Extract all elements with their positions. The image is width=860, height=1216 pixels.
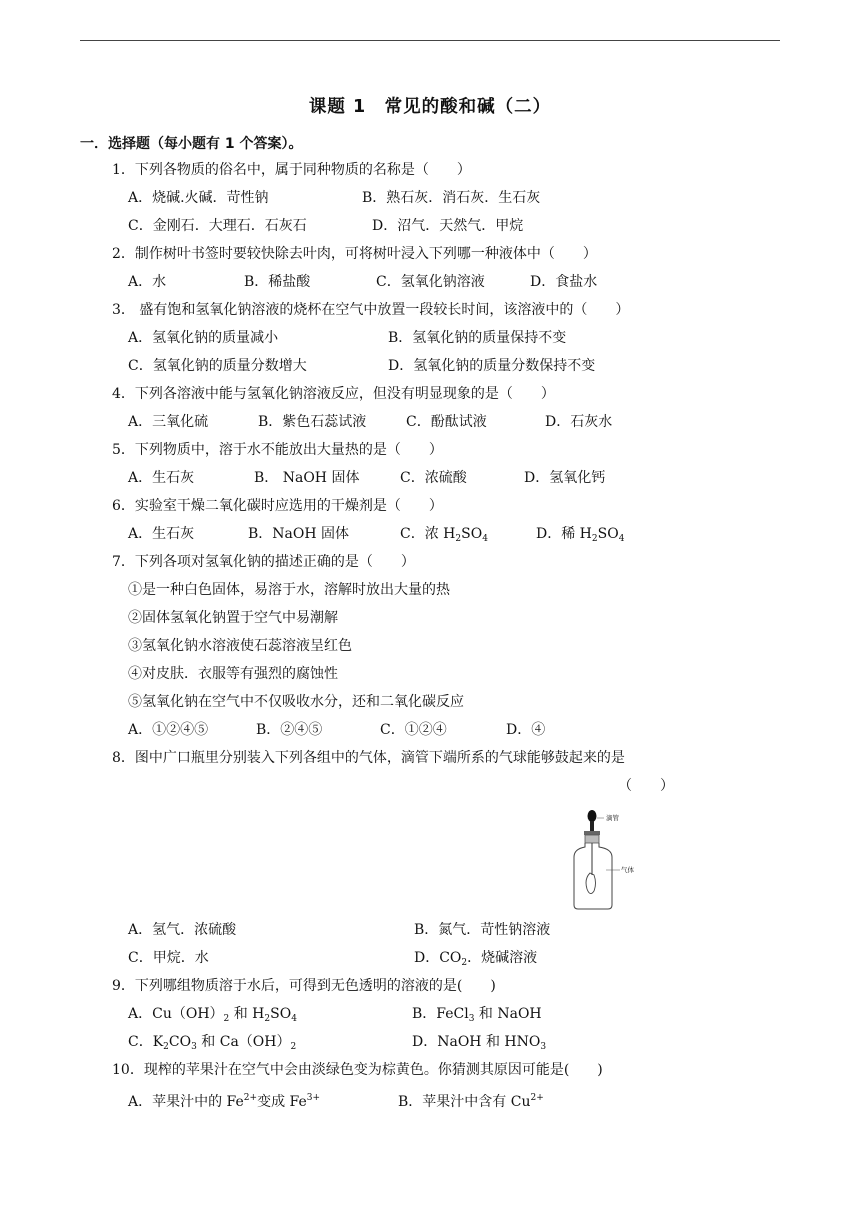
question-2-option-c: C．氢氧化钠溶液 xyxy=(376,274,485,290)
question-5-option-a: A．生石灰 xyxy=(128,470,195,486)
header-rule xyxy=(80,40,780,41)
jar-icon xyxy=(574,843,612,909)
section-heading: 一．选择题（每小题有 1 个答案）。 xyxy=(80,136,303,152)
question-8-option-a: A．氢气．浓硫酸 xyxy=(128,922,237,938)
question-7-option-d: D．④ xyxy=(506,722,546,738)
question-8-stem: 8．图中广口瓶里分别装入下列各组中的气体，滴管下端所系的气球能够鼓起来的是 xyxy=(112,750,625,766)
stopper-icon xyxy=(584,831,600,843)
question-3-stem: 3． 盛有饱和氢氧化钠溶液的烧杯在空气中放置一段较长时间，该溶液中的（ ） xyxy=(112,302,630,318)
question-2-option-b: B．稀盐酸 xyxy=(244,274,311,290)
question-7-statement-5: ⑤氢氧化钠在空气中不仅吸收水分，还和二氧化碳反应 xyxy=(128,694,464,710)
question-1-option-a: A．烧碱.火碱．苛性钠 xyxy=(128,190,269,206)
question-4-option-a: A．三氧化硫 xyxy=(128,414,209,430)
question-5-option-d: D．氢氧化钙 xyxy=(524,470,606,486)
question-1-option-b: B．熟石灰．消石灰．生石灰 xyxy=(362,190,541,206)
question-4-option-d: D．石灰水 xyxy=(545,414,613,430)
question-10-option-b: B．苹果汁中含有 $Cu^{2+}$ xyxy=(398,1093,544,1110)
page-title: 课题 1 常见的酸和碱（二） xyxy=(308,97,552,117)
question-9-stem: 9．下列哪组物质溶于水后，可得到无色透明的溶液的是( ) xyxy=(112,978,496,994)
question-7-option-a: A．①②④⑤ xyxy=(128,722,209,738)
figure-label-gas: 气体 xyxy=(621,866,634,874)
question-6-option-a: A．生石灰 xyxy=(128,526,195,542)
question-5-stem: 5．下列物质中，溶于水不能放出大量热的是（ ） xyxy=(112,442,443,458)
question-8-answer-paren: （ ） xyxy=(618,778,674,794)
question-3-option-c: C．氢氧化钠的质量分数增大 xyxy=(128,358,307,374)
apparatus-figure xyxy=(568,807,638,911)
question-7-statement-1: ①是一种白色固体，易溶于水，溶解时放出大量的热 xyxy=(128,582,450,598)
question-1-option-d: D．沼气．天然气．甲烷 xyxy=(372,218,524,234)
figure-label-dropper: 滴管 xyxy=(606,814,619,822)
question-7-option-c: C．①②④ xyxy=(380,722,447,738)
question-6-stem: 6．实验室干燥二氧化碳时应选用的干燥剂是（ ） xyxy=(112,498,443,514)
question-4-option-c: C．酚酞试液 xyxy=(406,414,487,430)
question-7-statement-4: ④对皮肤．衣服等有强烈的腐蚀性 xyxy=(128,666,338,682)
question-3-option-b: B．氢氧化钠的质量保持不变 xyxy=(388,330,567,346)
question-8-option-b: B．氮气．苛性钠溶液 xyxy=(414,922,551,938)
question-4-option-b: B．紫色石蕊试液 xyxy=(258,414,367,430)
question-9-option-d: D．NaOH 和 $HNO_3$ xyxy=(412,1034,547,1052)
question-3-option-a: A．氢氧化钠的质量减小 xyxy=(128,330,279,346)
question-2-option-d: D．食盐水 xyxy=(530,274,598,290)
question-9-option-b: B．FeCl$_3$ 和 NaOH xyxy=(412,1006,542,1024)
question-2-option-a: A．水 xyxy=(128,274,167,290)
question-1-option-c: C．金刚石．大理石．石灰石 xyxy=(128,218,307,234)
dropper-bulb-icon xyxy=(588,810,597,833)
question-9-option-a: A．$Cu(OH)_2$ 和 $H_2SO_4$ xyxy=(128,1006,297,1024)
question-8-option-c: C．甲烷．水 xyxy=(128,950,209,966)
question-5-option-c: C．浓硫酸 xyxy=(400,470,467,486)
question-6-option-b: B．NaOH 固体 xyxy=(248,526,350,542)
question-2-stem: 2．制作树叶书签时要较快除去叶肉，可将树叶浸入下列哪一种液体中（ ） xyxy=(112,246,597,262)
question-4-stem: 4．下列各溶液中能与氢氧化钠溶液反应，但没有明显现象的是（ ） xyxy=(112,386,555,402)
question-9-option-c: C．$K_2CO_3$ 和 $Ca(OH)_2$ xyxy=(128,1034,297,1052)
question-10-option-a: A．苹果汁中的 $Fe^{2+}$变成 $Fe^{3+}$ xyxy=(128,1093,321,1110)
question-3-option-d: D．氢氧化钠的质量分数保持不变 xyxy=(388,358,596,374)
question-7-statement-3: ③氢氧化钠水溶液使石蕊溶液呈红色 xyxy=(128,638,352,654)
question-10-stem: 10．现榨的苹果汁在空气中会由淡绿色变为棕黄色。你猜测其原因可能是( ) xyxy=(112,1062,603,1078)
question-6-option-d: D．稀 $H_2SO_4$ xyxy=(536,526,625,544)
balloon-icon xyxy=(586,873,596,894)
question-5-option-b: B． NaOH 固体 xyxy=(254,470,360,486)
question-6-option-c: C．浓 $H_2SO_4$ xyxy=(400,526,488,544)
question-7-statement-2: ②固体氢氧化钠置于空气中易潮解 xyxy=(128,610,338,626)
question-7-option-b: B．②④⑤ xyxy=(256,722,323,738)
question-1-stem: 1．下列各物质的俗名中，属于同种物质的名称是（ ） xyxy=(112,162,471,178)
question-8-option-d: D．$CO_2$．烧碱溶液 xyxy=(414,950,538,968)
question-7-stem: 7．下列各项对氢氧化钠的描述正确的是（ ） xyxy=(112,554,415,570)
